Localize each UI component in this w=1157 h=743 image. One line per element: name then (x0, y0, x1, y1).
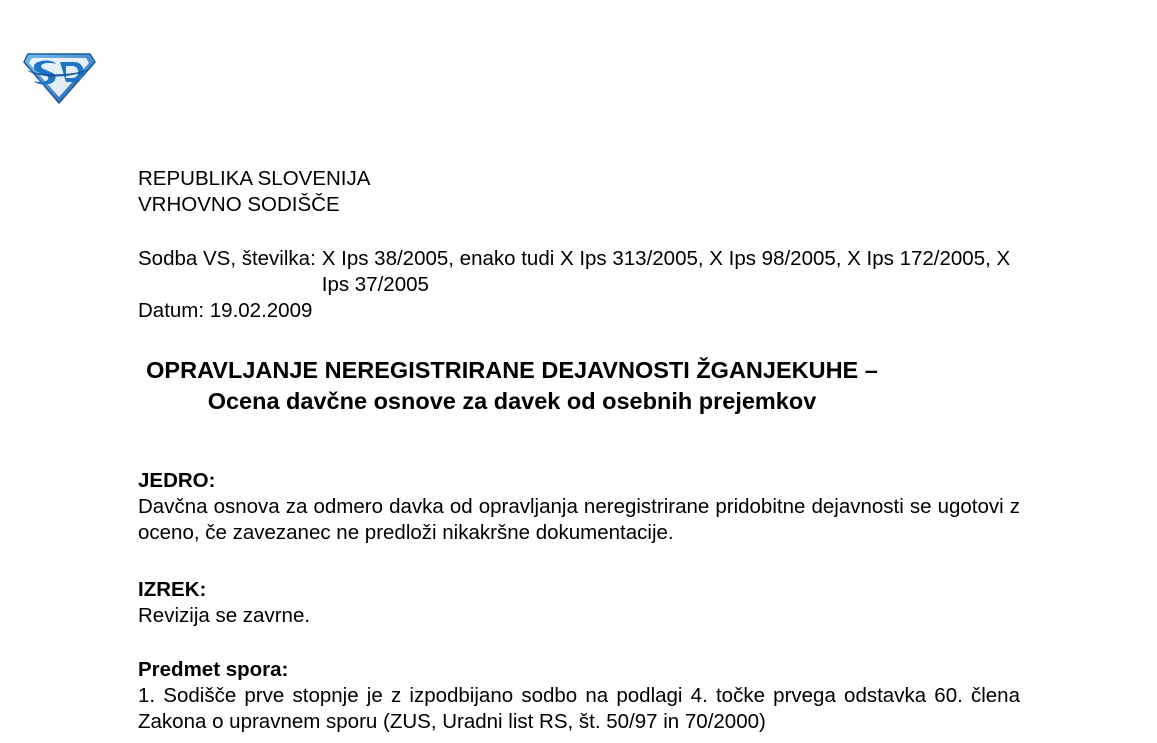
case-date: Datum: 19.02.2009 (138, 299, 313, 322)
document-title (145, 355, 879, 417)
court-name: VRHOVNO SODIŠČE (138, 193, 340, 216)
izrek-section (138, 577, 1020, 629)
jedro-heading: JEDRO: (138, 469, 216, 492)
predmet-text: 1. Sodišče prve stopnje je z izpodbijano sodbo na podlagi 4. točke prvega odstavka 60. člena Zakona o upravnem sporu (ZUS, Uradni list RS, št. 50/97 in 70/2000) (138, 684, 1020, 733)
case-number-label: Sodba VS, številka: (138, 247, 316, 270)
title-line-2: Ocena davčne osnove za davek od osebnih prejemkov (207, 388, 817, 414)
case-number-value: X Ips 38/2005, enako tudi X Ips 313/2005, X Ips 98/2005, X Ips 172/2005, X Ips 37/2005 (321, 247, 1011, 296)
sd-logo-icon (22, 48, 96, 104)
court-header (138, 166, 370, 218)
case-number-row (138, 246, 1020, 298)
predmet-section (138, 657, 1020, 735)
izrek-heading: IZREK: (138, 578, 207, 601)
predmet-heading: Predmet spora: (138, 658, 289, 681)
case-info (138, 246, 1020, 324)
jedro-section (138, 468, 1020, 546)
republic-name: REPUBLIKA SLOVENIJA (138, 167, 371, 190)
jedro-text: Davčna osnova za odmero davka od opravljanja neregistrirane pridobitne dejavnosti se ugotovi z oceno, če zavezanec ne predloži nikakršne dokumentacije. (138, 495, 1020, 544)
izrek-text: Revizija se zavrne. (138, 604, 311, 627)
title-line-1: OPRAVLJANJE NEREGISTRIRANE DEJAVNOSTI ŽGANJEKUHE – (146, 357, 878, 383)
